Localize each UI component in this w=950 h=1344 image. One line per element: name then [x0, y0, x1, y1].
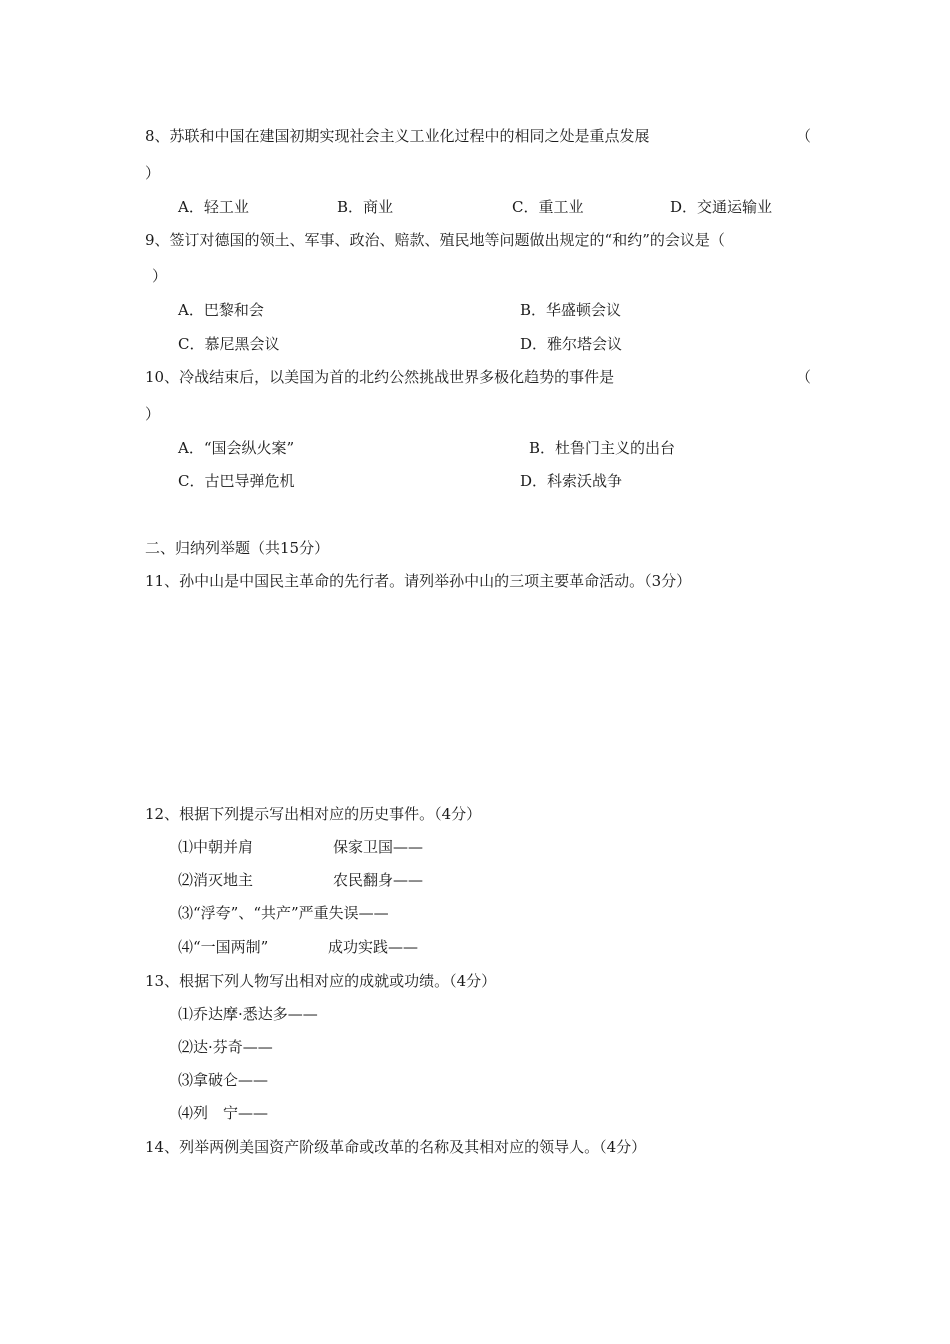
q12-item-3-prompt: ⑶“浮夸”、“共产”严重失误——	[178, 904, 389, 922]
q10-stem: 10、冷战结束后，以美国为首的北约公然挑战世界多极化趋势的事件是	[145, 368, 615, 386]
section2-heading: 二、归纳列举题（共15分）	[145, 539, 330, 557]
q8-paren-close: ）	[145, 164, 161, 182]
q9-paren-close: ）	[152, 267, 168, 285]
q12-item-1-prompt: ⑴中朝并肩	[178, 838, 254, 856]
q8-stem: 8、苏联和中国在建国初期实现社会主义工业化过程中的相同之处是重点发展	[145, 127, 650, 145]
q8-option-c: C．重工业	[512, 198, 584, 216]
q8-option-d: D．交通运输业	[670, 198, 773, 216]
q8-paren-open: （	[796, 127, 812, 145]
q10-option-c: C．古巴导弹危机	[178, 472, 295, 490]
q9-option-b: B．华盛顿会议	[520, 301, 622, 319]
q10-paren-open: （	[796, 368, 812, 386]
q13-item-1: ⑴乔达摩·悉达多——	[178, 1005, 318, 1023]
q13-item-2: ⑵达·芬奇——	[178, 1038, 273, 1056]
q12-item-1-answer: 保家卫国——	[333, 838, 424, 856]
q9-option-c: C．慕尼黑会议	[178, 335, 280, 353]
q12-item-2-answer: 农民翻身——	[333, 871, 424, 889]
q13-item-3: ⑶拿破仑——	[178, 1071, 269, 1089]
q10-paren-close: ）	[145, 405, 161, 423]
q10-option-b: B．杜鲁门主义的出台	[529, 439, 676, 457]
q13-item-4: ⑷列 宁——	[178, 1104, 269, 1122]
q9-option-a: A．巴黎和会	[178, 301, 264, 319]
q12-item-2-prompt: ⑵消灭地主	[178, 871, 254, 889]
q12-item-4-prompt: ⑷“一国两制”	[178, 938, 269, 956]
q8-option-b: B．商业	[337, 198, 394, 216]
q12-item-4-answer: 成功实践——	[328, 938, 419, 956]
q10-option-a: A．“国会纵火案”	[178, 439, 295, 457]
q13-stem: 13、根据下列人物写出相对应的成就或功绩。（4分）	[145, 972, 497, 990]
q11-stem: 11、孙中山是中国民主革命的先行者。请列举孙中山的三项主要革命活动。（3分）	[145, 572, 692, 590]
q9-option-d: D．雅尔塔会议	[520, 335, 623, 353]
q12-stem: 12、根据下列提示写出相对应的历史事件。（4分）	[145, 805, 482, 823]
q14-stem: 14、列举两例美国资产阶级革命或改革的名称及其相对应的领导人。（4分）	[145, 1138, 647, 1156]
q8-option-a: A．轻工业	[178, 198, 249, 216]
q9-stem: 9、签订对德国的领土、军事、政治、赔款、殖民地等问题做出规定的“和约”的会议是（	[145, 231, 725, 249]
q10-option-d: D．科索沃战争	[520, 472, 623, 490]
